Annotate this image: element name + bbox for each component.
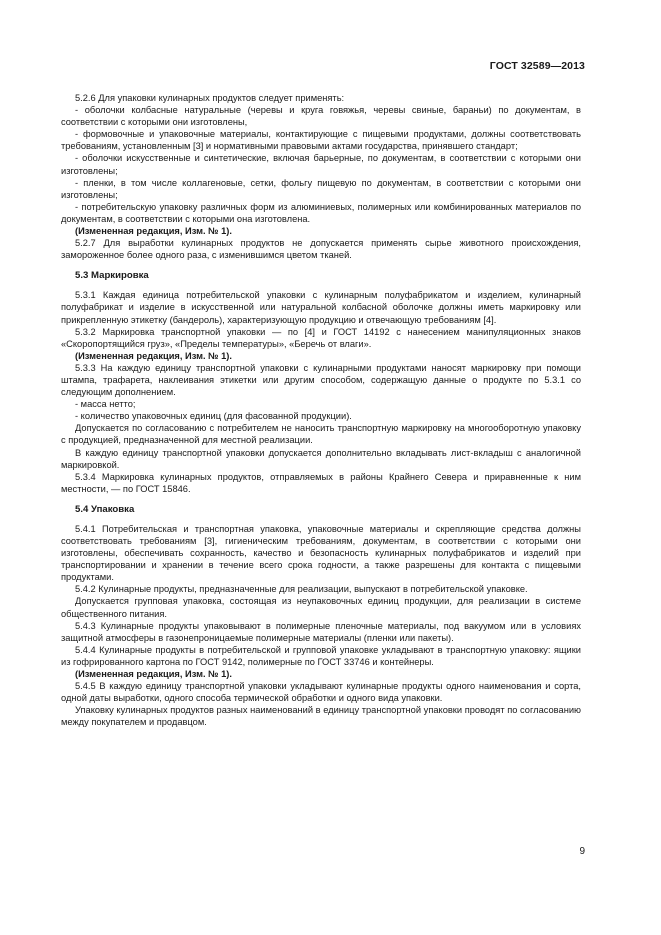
paragraph: - потребительскую упаковку различных форм из алюминиевых, полимерных или комбинированных материалов по документам, в соответствии с которыми она изготовлена. bbox=[61, 201, 581, 224]
document-id-header: ГОСТ 32589—2013 bbox=[489, 60, 585, 72]
paragraph: - масса нетто; bbox=[75, 399, 136, 410]
paragraph: 5.4.5 В каждую единицу транспортной упаковки укладывают кулинарные продукты одного наименования и сорта, одной даты выработки, одного способа термической обработки и одного вида упаковки. bbox=[61, 681, 581, 704]
paragraph: В каждую единицу транспортной упаковки допускается дополнительно вкладывать лист-вкладыш с аналогичной маркировкой. bbox=[61, 447, 581, 470]
paragraph: Упаковку кулинарных продуктов разных наименований в единицу транспортной упаковки проводят по согласованию между покупателем и продавцом. bbox=[61, 705, 581, 728]
paragraph: 5.3.4 Маркировка кулинарных продуктов, отправляемых в районы Крайнего Севера и приравненные к ним местности, — по ГОСТ 15846. bbox=[61, 471, 581, 494]
paragraph: 5.2.6 Для упаковки кулинарных продуктов следует применять: bbox=[75, 93, 345, 103]
amendment-note: (Измененная редакция, Изм. № 1). bbox=[75, 350, 232, 361]
paragraph: Допускается по согласованию с потребителем не наносить транспортную маркировку на многооборотную упаковку с продукцией, предназначенной для местной реализации. bbox=[61, 423, 581, 446]
paragraph: 5.4.4 Кулинарные продукты в потребительской и групповой упаковке укладывают в транспортную упаковку: ящики из гофрированного картона по ГОСТ 9142, полимерные по ГОСТ 33746 и контейнеры. bbox=[61, 644, 581, 667]
paragraph: 5.3.1 Каждая единица потребительской упаковки с кулинарным полуфабрикатом и изделием, кулинарный полуфабрикат и изделие в искусственной или натуральной колбасной оболочке должны иметь маркировку или прикрепленную этикетку (бандероль), характеризующую продукцию и отвечающую требованиям [4]. bbox=[61, 290, 581, 325]
document-body bbox=[61, 92, 581, 729]
paragraph: 5.4.3 Кулинарные продукты упаковывают в полимерные пленочные материалы, под вакуумом или в условиях защитной атмосферы в газонепроницаемые полимерные материалы (пленки или пакеты). bbox=[61, 620, 581, 643]
amendment-note: (Измененная редакция, Изм. № 1). bbox=[75, 226, 232, 237]
paragraph: 5.3.3 На каждую единицу транспортной упаковки с кулинарными продуктами наносят маркировку при помощи штампа, трафарета, наклеивания этикетки или другим способом, содержащую данные о продукте по 5.3.1 со следующим дополнением. bbox=[61, 362, 581, 398]
paragraph: - формовочные и упаковочные материалы, контактирующие с пищевыми продуктами, должны соответствовать требованиям, установленным [3] и нормативными правовыми актами государства, принявшего стандарт; bbox=[61, 129, 581, 152]
section-heading: 5.4 Упаковка bbox=[75, 503, 135, 515]
paragraph: 5.3.2 Маркировка транспортной упаковки — по [4] и ГОСТ 14192 с нанесением манипуляционных знаков «Скоропортящийся груз», «Пределы температуры», «Беречь от влаги». bbox=[61, 326, 581, 349]
paragraph: - пленки, в том числе коллагеновые, сетки, фольгу пищевую по документам, в соответствии с которыми они изготовлены; bbox=[61, 177, 581, 200]
page-number: 9 bbox=[579, 846, 585, 857]
paragraph: - оболочки искусственные и синтетические, включая барьерные, по документам, в соответствии с которыми они изготовлены; bbox=[61, 153, 581, 176]
paragraph: 5.2.7 Для выработки кулинарных продуктов не допускается применять сырье животного происхождения, замороженное более одного раза, с изменившимся цветом тканей. bbox=[61, 238, 581, 261]
paragraph: Допускается групповая упаковка, состоящая из неупаковочных единиц продукции, для реализации в системе общественного питания. bbox=[61, 596, 581, 619]
paragraph: 5.4.1 Потребительская и транспортная упаковка, упаковочные материалы и скрепляющие средства должны соответствовать требованиям [3], гигиеническим требованиям, документам, в соответствии с которыми они изготовлены, обеспечивать сохранность, качество и безопасность кулинарных полуфабрикатов и изделий при транспортировании и хранении в течение всего срока годности, а также разрешены для контакта с пищевыми продуктами. bbox=[61, 523, 581, 583]
amendment-note: (Измененная редакция, Изм. № 1). bbox=[75, 669, 232, 680]
paragraph: 5.4.2 Кулинарные продукты, предназначенные для реализации, выпускают в потребительской упаковке. bbox=[75, 584, 528, 595]
paragraph: - оболочки колбасные натуральные (черевы и круга говяжья, черевы свиные, бараньи) по документам, в соответствии с которыми они изготовлены, bbox=[61, 105, 581, 128]
paragraph: - количество упаковочных единиц (для фасованной продукции). bbox=[75, 411, 352, 422]
section-heading: 5.3 Маркировка bbox=[75, 270, 149, 282]
